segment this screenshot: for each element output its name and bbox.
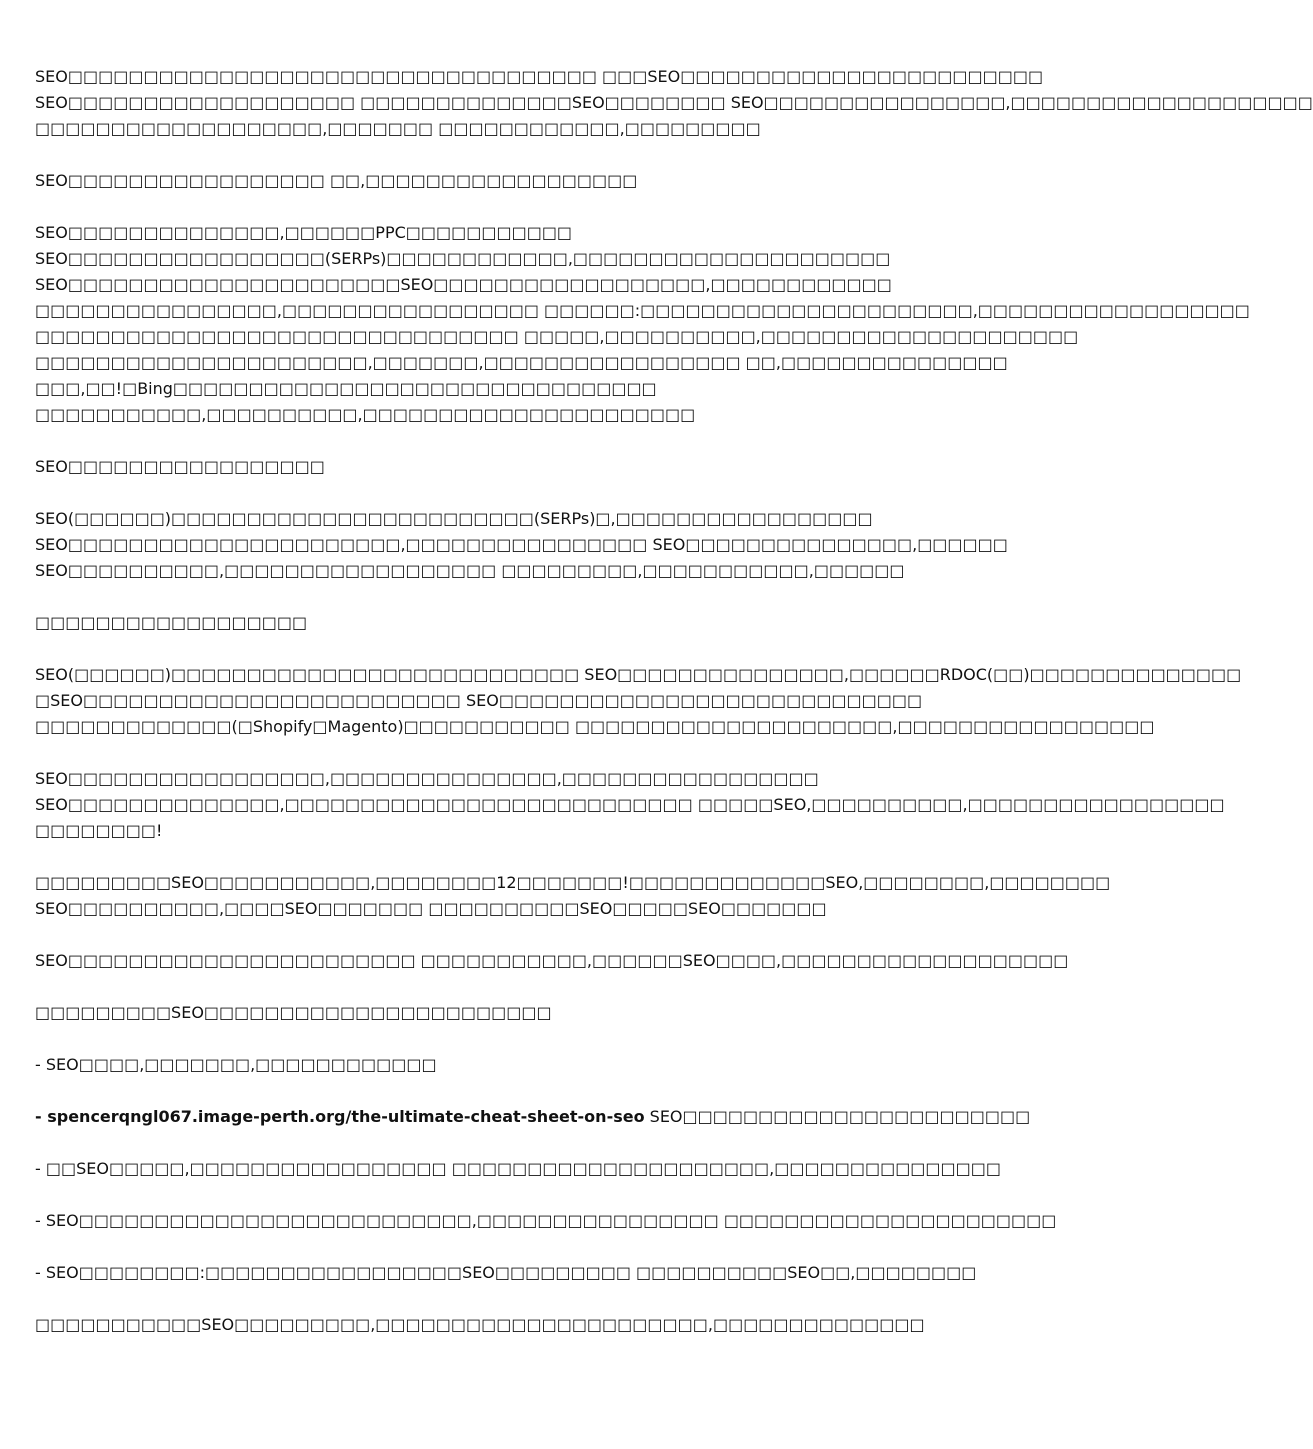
text-line: SEO□□□□□□□□□□□□□□□□□: [35, 457, 325, 476]
text-line: SEO□□□□□□□□□□□□□□□□□ □□,□□□□□□□□□□□□□□□□□□: [35, 171, 638, 190]
list-item-3: [35, 1156, 1002, 1182]
text-line: □□□□□□□□!: [35, 821, 163, 840]
text-line: SEO□□□□□□□□□□□□□□□□□□□□□□□ □□□□□□□□□□□,□□□□□□SEO□□□□,□□□□□□□□□□□□□□□□□□□: [35, 951, 1069, 970]
list-item-4: [35, 1208, 1057, 1234]
document-body: [35, 64, 1313, 1364]
paragraph-10: [35, 948, 1069, 974]
text-line: - SEO□□□□,□□□□□□□,□□□□□□□□□□□□: [35, 1055, 437, 1074]
paragraph-8: [35, 766, 1225, 844]
paragraph-2: [35, 168, 995, 194]
link-trailing-text: SEO□□□□□□□□□□□□□□□□□□□□□□□: [644, 1107, 1031, 1126]
text-line: □□□□□□□□□□□,□□□□□□□□□□,□□□□□□□□□□□□□□□□□□□□□□: [35, 405, 696, 424]
text-line: [35, 1104, 1031, 1130]
paragraph-3: [35, 220, 1250, 428]
text-line: - SEO□□□□□□□□□□□□□□□□□□□□□□□□□□,□□□□□□□□□□□□□□□□ □□□□□□□□□□□□□□□□□□□□□□: [35, 1211, 1057, 1230]
text-line: □□□□□□□□□□□□□□□□□□□,□□□□□□□ □□□□□□□□□□□□,□□□□□□□□□: [35, 119, 761, 138]
list-item-1: [35, 1052, 995, 1078]
text-line: □□□,□□!□Bing□□□□□□□□□□□□□□□□□□□□□□□□□□□□□□□□: [35, 379, 657, 398]
text-line: SEO□□□□□□□□□□□□□□□□□,□□□□□□□□□□□□□□□,□□□□□□□□□□□□□□□□□: [35, 769, 819, 788]
article-link[interactable]: spencerqngl067.image-perth.org/the-ultimate-cheat-sheet-on-seo: [47, 1107, 645, 1126]
text-line: - SEO□□□□□□□□:□□□□□□□□□□□□□□□□□SEO□□□□□□□□□ □□□□□□□□□□SEO□□,□□□□□□□□: [35, 1263, 977, 1282]
text-line: SEO□□□□□□□□□□□□□□□□□□□ □□□□□□□□□□□□□□SEO□□□□□□□□ SEO□□□□□□□□□□□□□□□□,□□□□□□□□□□□□□□□□□□□□: [35, 93, 1313, 112]
list-bullet: -: [35, 1107, 48, 1126]
text-line: SEO□□□□□□□□□□□□□□□□□(SERPs)□□□□□□□□□□□□,□□□□□□□□□□□□□□□□□□□□□: [35, 249, 891, 268]
paragraph-1: [35, 64, 1313, 142]
list-item-2: [35, 1104, 1031, 1130]
text-line: □□□□□□□□□□□□□□□□□□□□□□□□□□□□□□□□ □□□□□,□□□□□□□□□□,□□□□□□□□□□□□□□□□□□□□□: [35, 327, 1079, 346]
text-line: □□□□□□□□□□□□□□□□,□□□□□□□□□□□□□□□□□ □□□□□□:□□□□□□□□□□□□□□□□□□□□□□,□□□□□□□□□□□□□□□□□□: [35, 301, 1250, 320]
text-line: SEO□□□□□□□□□□,□□□□□□□□□□□□□□□□□□ □□□□□□□□□,□□□□□□□□□□□,□□□□□□: [35, 561, 905, 580]
text-line: □SEO□□□□□□□□□□□□□□□□□□□□□□□□□ SEO□□□□□□□□□□□□□□□□□□□□□□□□□□□□: [35, 691, 923, 710]
paragraph-11: [35, 1000, 995, 1026]
text-line: □□□□□□□□□SEO□□□□□□□□□□□,□□□□□□□□12□□□□□□□!□□□□□□□□□□□□□SEO,□□□□□□□□,□□□□□□□□: [35, 873, 1111, 892]
text-line: SEO□□□□□□□□□□□□□□,□□□□□□PPC□□□□□□□□□□□: [35, 223, 573, 242]
paragraph-5: [35, 506, 1008, 584]
text-line: SEO□□□□□□□□□□,□□□□SEO□□□□□□□ □□□□□□□□□□SEO□□□□□SEO□□□□□□□: [35, 899, 827, 918]
paragraph-9: [35, 870, 1111, 922]
text-line: SEO□□□□□□□□□□□□□□□□□□□□□□□□□□□□□□□□□□□ □□□SEO□□□□□□□□□□□□□□□□□□□□□□□□: [35, 67, 1044, 86]
text-line: □□□□□□□□□□□□□□□□□□□□□□,□□□□□□□,□□□□□□□□□□□□□□□□□ □□,□□□□□□□□□□□□□□□: [35, 353, 1008, 372]
text-line: □□□□□□□□□□□□□(□Shopify□Magento)□□□□□□□□□□□ □□□□□□□□□□□□□□□□□□□□□,□□□□□□□□□□□□□□□□□: [35, 717, 1155, 736]
text-line: SEO(□□□□□□)□□□□□□□□□□□□□□□□□□□□□□□□(SERPs)□,□□□□□□□□□□□□□□□□□: [35, 509, 873, 528]
paragraph-6: [35, 610, 995, 636]
text-line: - □□SEO□□□□□,□□□□□□□□□□□□□□□□□ □□□□□□□□□□□□□□□□□□□□□,□□□□□□□□□□□□□□□: [35, 1159, 1002, 1178]
paragraph-12: [35, 1312, 995, 1338]
paragraph-4: [35, 454, 995, 480]
text-line: SEO□□□□□□□□□□□□□□□□□□□□□□SEO□□□□□□□□□□□□□□□□□□,□□□□□□□□□□□□: [35, 275, 892, 294]
text-line: SEO(□□□□□□)□□□□□□□□□□□□□□□□□□□□□□□□□□□ SEO□□□□□□□□□□□□□□□,□□□□□□RDOC(□□)□□□□□□□□□□□□□□: [35, 665, 1242, 684]
text-line: □□□□□□□□□□□SEO□□□□□□□□□,□□□□□□□□□□□□□□□□□□□□□□,□□□□□□□□□□□□□□: [35, 1315, 925, 1334]
list-item-5: [35, 1260, 995, 1286]
text-line: SEO□□□□□□□□□□□□□□□□□□□□□□,□□□□□□□□□□□□□□□□ SEO□□□□□□□□□□□□□□□,□□□□□□: [35, 535, 1008, 554]
text-line: □□□□□□□□□□□□□□□□□□: [35, 613, 308, 632]
text-line: SEO□□□□□□□□□□□□□□,□□□□□□□□□□□□□□□□□□□□□□□□□□□ □□□□□SEO,□□□□□□□□□□,□□□□□□□□□□□□□□□□□: [35, 795, 1225, 814]
text-line: □□□□□□□□□SEO□□□□□□□□□□□□□□□□□□□□□□□: [35, 1003, 552, 1022]
paragraph-7: [35, 662, 1242, 740]
